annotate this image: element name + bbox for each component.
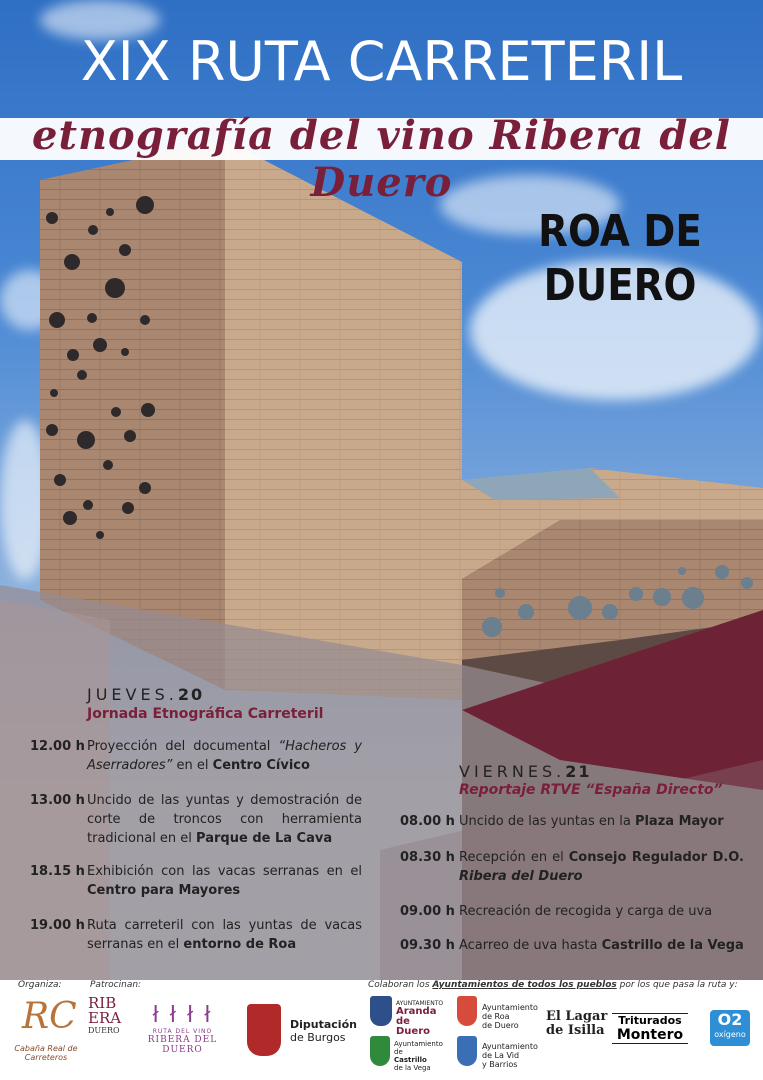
town-line: DUERO [543,260,697,311]
event-item [400,936,750,956]
roa-shield-icon [457,996,477,1026]
diputacion-text: Diputación de Burgos [290,1018,357,1044]
ruta-vino-icon: ł ł ł ł [152,1003,213,1028]
event-time: 13.00 h [30,793,85,808]
colaboran-label: Colaboran los Ayuntamientos de todos los pueblos por los que pasa la ruta y: [368,980,738,990]
event-description: Proyección del documental “Hacheros y Aserradores” en el Centro Cívico [87,739,362,773]
rc-monogram: RC [22,996,77,1037]
oxigeno-logo: O2 oxígeno [710,1010,750,1046]
ruta-vino-logo [130,1003,235,1063]
ribera-logo [88,996,128,1066]
event-item [30,737,365,777]
aranda-text: AYUNTAMIENTO Aranda de Duero [396,1000,444,1037]
day1-number: 20 [177,685,205,704]
event-description: Uncido de las yuntas en la Plaza Mayor [459,814,724,829]
event-description: Recreación de recogida y carga de uva [459,904,713,919]
lagar-logo: El Lagar de Isilla [546,1009,608,1038]
ruta-vino-text: RUTA DEL VINO [152,1028,213,1035]
event-item [30,862,365,902]
day2-name: VIERNES. [459,762,566,781]
ribera-text: RIBERA [88,994,122,1027]
day1-name: JUEVES. [87,685,178,704]
castrillo-shield-icon [370,1036,390,1066]
ribera-sub: DUERO [88,1026,120,1035]
event-time: 18.15 h [30,864,85,879]
event-time: 19.00 h [30,918,85,933]
day2-number: 21 [565,762,592,781]
event-item [400,848,750,888]
rc-caption: Cabaña Real de Carreteros [14,1044,78,1062]
day2-subtitle: Reportaje RTVE “España Directo” [459,782,723,798]
town-name [532,205,708,313]
tower-right-face [225,140,462,700]
town-line: ROA DE [538,206,702,257]
patrocinan-label: Patrocinan: [90,980,142,990]
event-time: 09.00 h [400,904,455,919]
lavid-text: Ayuntamiento de La Vid y Barrios [482,1042,538,1069]
event-time: 09.30 h [400,938,455,953]
event-item [400,902,750,922]
castrillo-text: Ayuntamiento de Castrillo de la Vega [394,1040,443,1072]
event-time: 08.30 h [400,850,455,865]
diputacion-shield-icon [247,1004,281,1056]
event-description: Uncido de las yuntas y demostración de corte de troncos con herramienta tradicional en el Parque de La Cava [87,793,362,846]
main-title: XIX RUTA CARRETERIL [80,30,683,93]
event-description: Recepción en el Consejo Regulador D.O. Ribera del Duero [459,850,744,884]
event-item [30,916,365,956]
roa-text: Ayuntamiento de Roa de Duero [482,1003,538,1030]
ruta-vino-sub: RIBERA DEL DUERO [147,1035,218,1055]
day2-header [459,762,591,781]
day1-subtitle: Jornada Etnográfica Carreteril [87,706,324,722]
event-time: 12.00 h [30,739,85,754]
event-description: Ruta carreteril con las yuntas de vacas serranas en el entorno de Roa [87,918,362,952]
subtitle: etnografía del vino Ribera del Duero [32,112,731,206]
event-description: Exhibición con las vacas serranas en el Centro para Mayores [87,864,362,898]
event-item [400,812,750,832]
event-description: Acarreo de uva hasta Castrillo de la Vega [459,938,744,953]
lavid-shield-icon [457,1036,477,1066]
day1-header [87,685,204,704]
triturados-logo: Triturados Montero [612,1013,688,1044]
aranda-shield-icon [370,996,392,1026]
organiza-label: Organiza: [18,980,62,990]
event-time: 08.00 h [400,814,455,829]
event-item [30,791,365,851]
cabana-real-logo [14,996,78,1066]
